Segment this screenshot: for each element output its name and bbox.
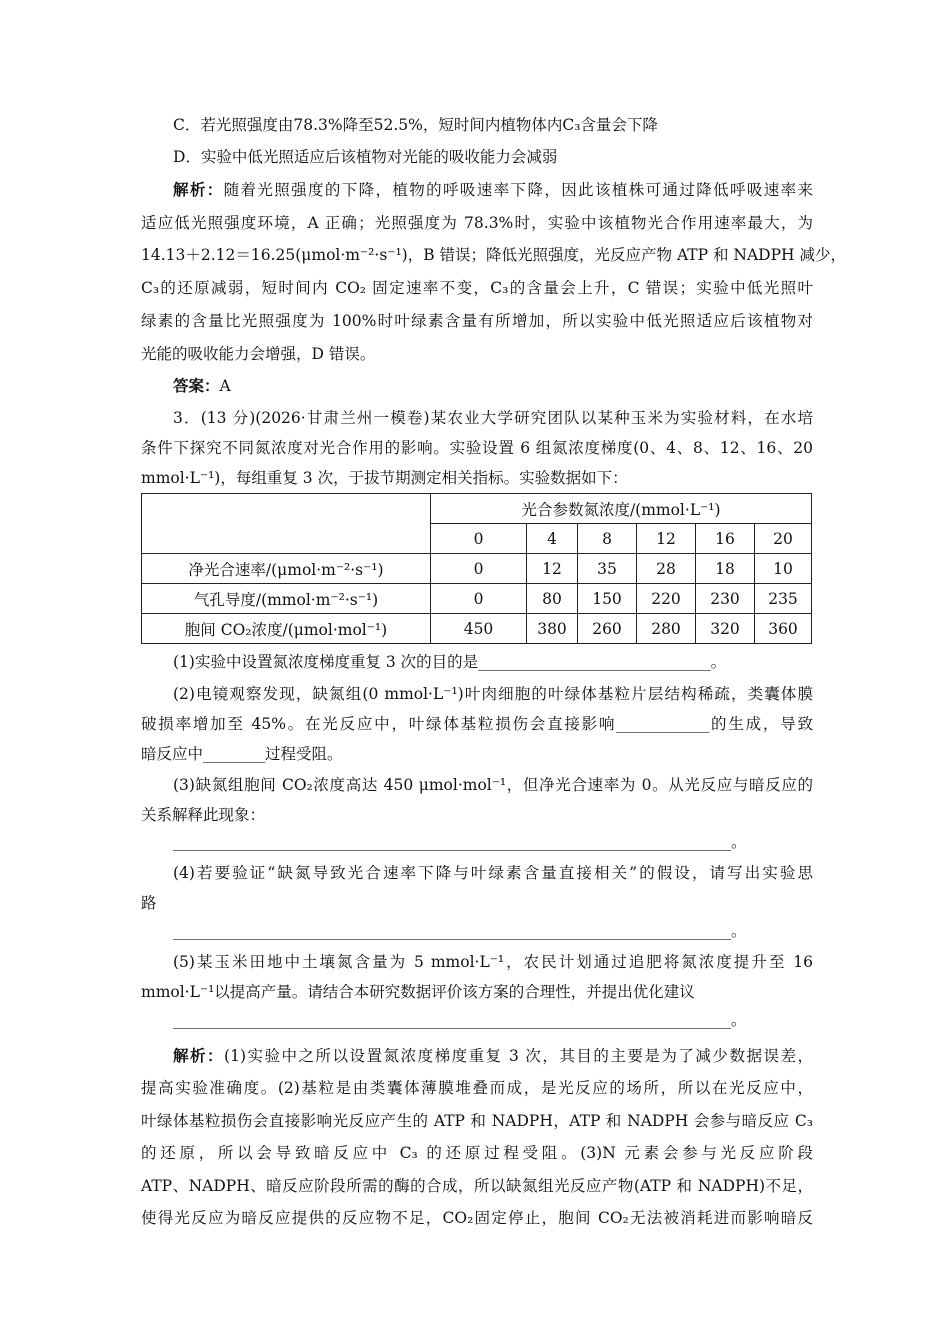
table-cell: 220: [637, 584, 696, 614]
analysis2-line-3: 叶绿体基粒损伤会直接影响光反应产生的 ATP 和 NADPH，ATP 和 NADPH 会参与暗反应 C₃: [141, 1112, 813, 1130]
table-corner-cell: [142, 494, 431, 554]
analysis2-line-5: ATP、NADPH、暗反应阶段所需的酶的合成，所以缺氮组光反应产物(ATP 和 NADPH)不足，: [141, 1177, 813, 1195]
table-cell: 4: [527, 524, 578, 554]
question-5-line-2: mmol·L⁻¹以提高产量。请结合本研究数据评价该方案的合理性，并提出优化建议: [141, 983, 695, 1001]
analysis2-line-6: 使得光反应为暗反应提供的反应物不足，CO₂固定停止，胞间 CO₂无法被消耗进而影响暗反: [141, 1209, 813, 1227]
question-3-line-2: 关系解释此现象：: [141, 806, 266, 824]
lead-label: 解析：: [173, 180, 224, 199]
table-cell: 80: [527, 584, 578, 614]
table-cell: 0: [431, 554, 527, 584]
table-cell: 0: [431, 584, 527, 614]
table-header: 光合参数氮浓度/(mmol·L⁻¹): [431, 494, 812, 524]
option-d: D．实验中低光照适应后该植物对光能的吸收能力会减弱: [173, 148, 558, 166]
lead-label: 解析：: [173, 1046, 225, 1065]
q3-intro-line-1: 3．(13 分)(2026·甘肃兰州一模卷)某农业大学研究团队以某种玉米为实验材料，在水培: [173, 409, 813, 427]
table-cell: 35: [578, 554, 637, 584]
q3-intro-line-2: 条件下探究不同氮浓度对光合作用的影响。实验设置 6 组氮浓度梯度(0、4、8、12、16、20: [141, 439, 813, 457]
analysis1-line-1: 解析：随着光照强度的下降，植物的呼吸速率下降，因此该植株可通过降低呼吸速率来: [173, 180, 813, 199]
table-cell: 260: [578, 614, 637, 644]
question-3-answer-blank[interactable]: ________________________________________________________________________。: [173, 833, 747, 851]
table-cell: 380: [527, 614, 578, 644]
q3-intro-line-3: mmol·L⁻¹)，每组重复 3 次，于拔节期测定相关指标。实验数据如下：: [141, 469, 628, 487]
question-3-line-1: (3)缺氮组胞间 CO₂浓度高达 450 μmol·mol⁻¹，但净光合速率为 0。从光反应与暗反应的: [173, 776, 813, 794]
lead-label: 答案：: [173, 376, 220, 395]
table-cell: 150: [578, 584, 637, 614]
data-table: [141, 493, 812, 644]
analysis1-line-4: C₃的还原减弱，短时间内 CO₂ 固定速率不变，C₃的含量会上升，C 错误；实验中低光照叶: [141, 279, 813, 297]
table-cell: 8: [578, 524, 637, 554]
analysis1-line-6: 光能的吸收能力会增强，D 错误。: [141, 345, 376, 363]
question-4-line-2: 路: [141, 894, 157, 912]
analysis2-line-2: 提高实验准确度。(2)基粒是由类囊体薄膜堆叠而成，是光反应的场所，所以在光反应中，: [141, 1079, 813, 1097]
question-5-line-1: (5)某玉米田地中土壤氮含量为 5 mmol·L⁻¹，农民计划通过追肥将氮浓度提升至 16: [173, 953, 813, 971]
table-cell: 28: [637, 554, 696, 584]
question-2-line-3: 暗反应中________过程受阻。: [141, 745, 343, 763]
table-cell: 12: [637, 524, 696, 554]
question-2-line-2: 破损率增加至 45%。在光反应中，叶绿体基粒损伤会直接影响____________的生成，导致: [141, 715, 813, 733]
question-1: (1)实验中设置氮浓度梯度重复 3 次的目的是______________________________。: [173, 653, 727, 671]
table-cell: 16: [696, 524, 755, 554]
table-cell: 280: [637, 614, 696, 644]
table-cell: 235: [755, 584, 812, 614]
table-cell: 18: [696, 554, 755, 584]
table-cell: 360: [755, 614, 812, 644]
question-2-line-1: (2)电镜观察发现，缺氮组(0 mmol·L⁻¹)叶肉细胞的叶绿体基粒片层结构稀疏，类囊体膜: [173, 685, 813, 703]
table-cell: 450: [431, 614, 527, 644]
table-cell: 0: [431, 524, 527, 554]
analysis1-line-5: 绿素的含量比光照强度为 100%时叶绿素含量有所增加，所以实验中低光照适应后该植物对: [141, 312, 813, 330]
analysis2-line-1: 解析：(1)实验中之所以设置氮浓度梯度重复 3 次，其目的主要是为了减少数据误差，: [173, 1046, 813, 1065]
option-c: C．若光照强度由78.3%降至52.5%，短时间内植物体内C₃含量会下降: [173, 116, 658, 134]
answer: 答案：A: [173, 376, 231, 395]
table-cell: 10: [755, 554, 812, 584]
table-cell: 320: [696, 614, 755, 644]
table-row: [142, 584, 812, 614]
table-row-label: 胞间 CO₂浓度/(μmol·mol⁻¹): [142, 614, 431, 644]
table-row: [142, 554, 812, 584]
question-4-answer-blank[interactable]: ________________________________________________________________________。: [173, 922, 747, 940]
table-row-label: 气孔导度/(mmol·m⁻²·s⁻¹): [142, 584, 431, 614]
question-5-answer-blank[interactable]: ________________________________________________________________________。: [173, 1011, 747, 1029]
analysis1-line-2: 适应低光照强度环境，A 正确；光照强度为 78.3%时，实验中该植物光合作用速率最大，为: [141, 214, 813, 232]
table-cell: 20: [755, 524, 812, 554]
table-cell: 230: [696, 584, 755, 614]
table-row: [142, 614, 812, 644]
question-4-line-1: (4)若要验证“缺氮导致光合速率下降与叶绿素含量直接相关”的假设，请写出实验思: [173, 864, 813, 882]
table-cell: 12: [527, 554, 578, 584]
analysis1-line-3: 14.13＋2.12＝16.25(μmol·m⁻²·s⁻¹)，B 错误；降低光照强度，光反应产物 ATP 和 NADPH 减少，: [141, 246, 846, 264]
analysis2-line-4: 的还原，所以会导致暗反应中 C₃ 的还原过程受阻。(3)N 元素会参与光反应阶段: [141, 1144, 813, 1162]
table-row-label: 净光合速率/(μmol·m⁻²·s⁻¹): [142, 554, 431, 584]
